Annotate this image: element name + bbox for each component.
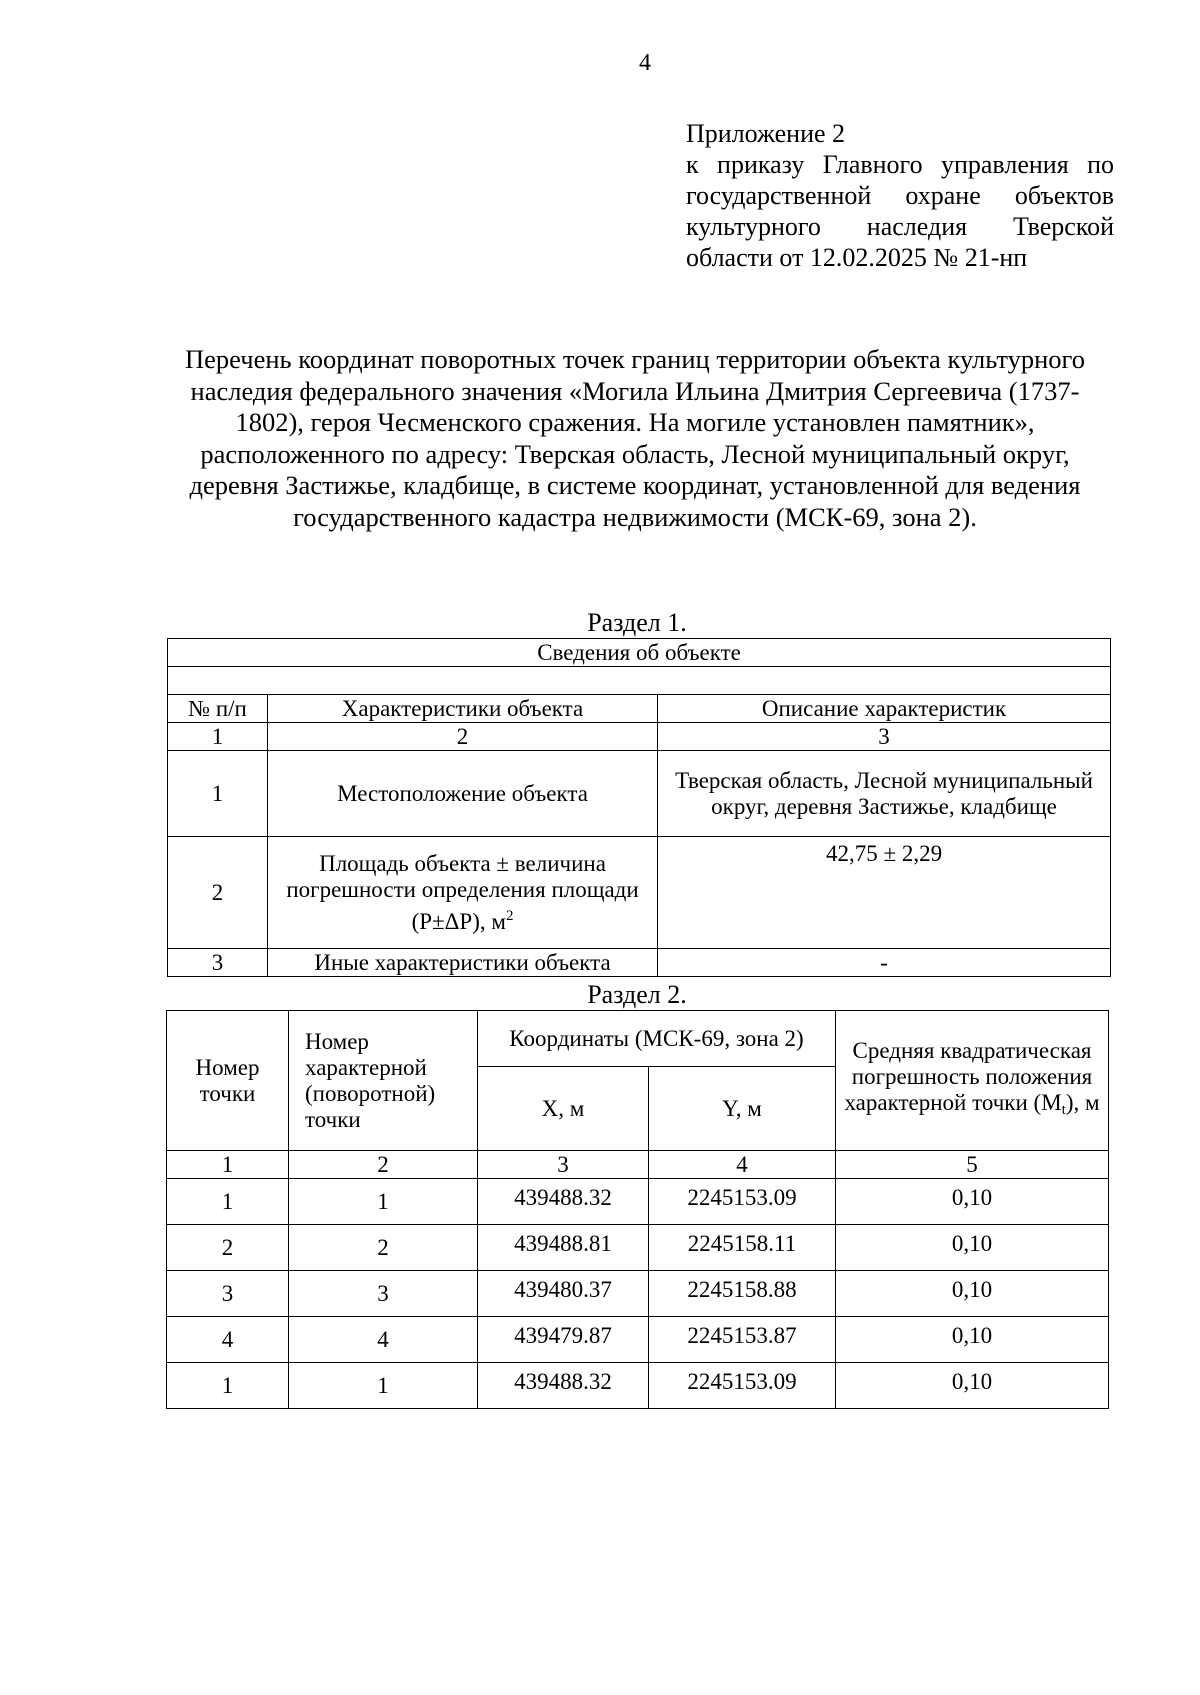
description-cell: 42,75 ± 2,29 xyxy=(658,837,1111,949)
characteristic-cell: Иные характеристики объекта xyxy=(268,949,658,977)
point-cell: 1 xyxy=(167,1363,289,1409)
table-row xyxy=(167,1225,1109,1271)
header-point-number: Номер точки xyxy=(167,1011,289,1151)
header-error xyxy=(836,1011,1109,1151)
header-number: № п/п xyxy=(168,695,268,723)
description-cell: - xyxy=(658,949,1111,977)
char-point-cell: 1 xyxy=(289,1363,478,1409)
table-row xyxy=(167,1179,1109,1225)
column-number: 1 xyxy=(167,1151,289,1179)
column-number: 3 xyxy=(478,1151,649,1179)
x-cell: 439488.32 xyxy=(478,1179,649,1225)
section2-title: Раздел 2. xyxy=(587,980,687,1009)
x-cell: 439488.32 xyxy=(478,1363,649,1409)
header-characteristic: Характеристики объекта xyxy=(268,695,658,723)
row-number: 1 xyxy=(168,751,268,837)
char-point-cell: 4 xyxy=(289,1317,478,1363)
object-info-caption: Сведения об объекте xyxy=(168,639,1111,667)
header-description: Описание характеристик xyxy=(658,695,1111,723)
appendix-block xyxy=(686,118,1114,273)
row-number: 2 xyxy=(168,837,268,949)
row-number: 3 xyxy=(168,949,268,977)
y-cell: 2245158.11 xyxy=(649,1225,836,1271)
area-characteristic: Площадь объекта ± величина погрешности определения площади xyxy=(286,850,639,902)
error-cell: 0,10 xyxy=(836,1317,1109,1363)
header-char-point-number: Номер характерной (поворотной) точки xyxy=(289,1011,478,1151)
header-x: X, м xyxy=(478,1067,649,1151)
header-error-tail: ), м xyxy=(1065,1090,1100,1115)
area-formula-superscript: 2 xyxy=(505,907,514,924)
area-formula-text: (P±ΔP), м xyxy=(411,908,506,934)
header-coordinates: Координаты (МСК-69, зона 2) xyxy=(478,1011,836,1067)
characteristic-cell: Местоположение объекта xyxy=(268,751,658,837)
y-cell: 2245153.87 xyxy=(649,1317,836,1363)
header-error-text: Средняя квадратическая погрешность положения характерной точки (M xyxy=(844,1038,1093,1115)
x-cell: 439479.87 xyxy=(478,1317,649,1363)
table-row xyxy=(167,1271,1109,1317)
empty-row xyxy=(168,667,1111,695)
header-error-subscript: t xyxy=(1061,1102,1066,1118)
error-cell: 0,10 xyxy=(836,1179,1109,1225)
char-point-cell: 3 xyxy=(289,1271,478,1317)
y-cell: 2245158.88 xyxy=(649,1271,836,1317)
column-number: 1 xyxy=(168,723,268,751)
column-number: 4 xyxy=(649,1151,836,1179)
column-number: 3 xyxy=(658,723,1111,751)
header-y: Y, м xyxy=(649,1067,836,1151)
column-number: 2 xyxy=(289,1151,478,1179)
x-cell: 439480.37 xyxy=(478,1271,649,1317)
char-point-cell: 1 xyxy=(289,1179,478,1225)
area-formula xyxy=(272,903,653,935)
description-cell: Тверская область, Лесной муниципальный округ, деревня Застижье, кладбище xyxy=(658,751,1111,837)
table-row xyxy=(167,1317,1109,1363)
x-cell: 439488.81 xyxy=(478,1225,649,1271)
error-cell: 0,10 xyxy=(836,1225,1109,1271)
coordinates-table xyxy=(166,1010,1109,1409)
column-number: 2 xyxy=(268,723,658,751)
error-cell: 0,10 xyxy=(836,1363,1109,1409)
point-cell: 2 xyxy=(167,1225,289,1271)
column-number: 5 xyxy=(836,1151,1109,1179)
characteristic-cell xyxy=(268,837,658,949)
table-row xyxy=(167,1363,1109,1409)
y-cell: 2245153.09 xyxy=(649,1179,836,1225)
document-title: Перечень координат поворотных точек границ территории объекта культурного наследия федерального значения «Могила Ильина Дмитрия Сергеевича (1737-1802), героя Чесменского сражения. На могиле установлен памятник», расположенного по адресу: Тверская область, Лесной муниципальный округ, деревня Застижье, кладбище, в системе координат, установленной для ведения государственного кадастра недвижимости (МСК-69, зона 2). xyxy=(185,344,1085,532)
appendix-text: к приказу Главного управления по государственной охране объектов культурного наследия Тверской области от 12.02.2025 № 21-нп xyxy=(686,150,1114,272)
point-cell: 4 xyxy=(167,1317,289,1363)
point-cell: 3 xyxy=(167,1271,289,1317)
error-cell: 0,10 xyxy=(836,1271,1109,1317)
appendix-title: Приложение 2 xyxy=(686,119,846,148)
section1-title: Раздел 1. xyxy=(587,608,687,637)
page-number: 4 xyxy=(639,50,651,76)
point-cell: 1 xyxy=(167,1179,289,1225)
object-info-table xyxy=(167,638,1111,977)
y-cell: 2245153.09 xyxy=(649,1363,836,1409)
char-point-cell: 2 xyxy=(289,1225,478,1271)
